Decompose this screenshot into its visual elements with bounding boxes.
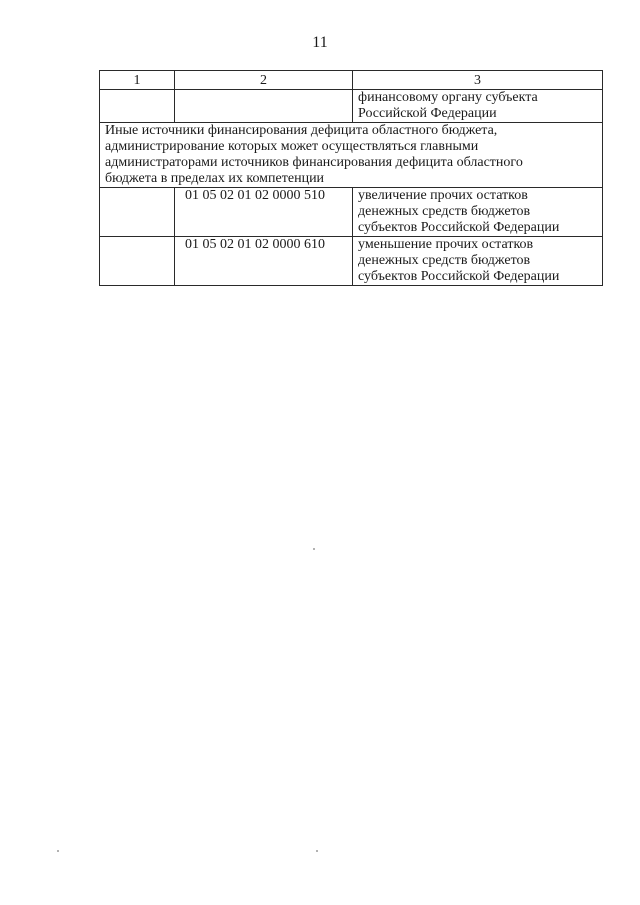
row-col-1 xyxy=(100,188,175,237)
source-code: 01 05 02 01 02 0000 510 xyxy=(175,188,353,237)
table-row xyxy=(100,237,603,286)
table-header-row xyxy=(100,71,603,90)
sources-table xyxy=(99,70,603,286)
continuation-line: Российской Федерации xyxy=(358,106,497,121)
header-col-3: 3 xyxy=(353,71,603,90)
source-description xyxy=(353,188,603,237)
section-heading-row xyxy=(100,123,603,188)
row-col-1 xyxy=(100,237,175,286)
scan-speck xyxy=(57,850,59,852)
section-heading xyxy=(100,123,603,188)
section-heading-line: администраторами источников финансирования дефицита областного xyxy=(105,155,523,170)
section-heading-line: Иные источники финансирования дефицита областного бюджета, xyxy=(105,123,498,138)
description-line: увеличение прочих остатков xyxy=(358,188,528,203)
description-line: субъектов Российской Федерации xyxy=(358,269,560,284)
header-col-1: 1 xyxy=(100,71,175,90)
continuation-row xyxy=(100,90,603,123)
section-heading-line: администрирование которых может осуществляться главными xyxy=(105,139,479,154)
scan-speck xyxy=(313,548,315,550)
scan-speck xyxy=(316,850,318,852)
continuation-col-1 xyxy=(100,90,175,123)
description-line: уменьшение прочих остатков xyxy=(358,237,534,252)
description-line: денежных средств бюджетов xyxy=(358,253,531,268)
header-col-2: 2 xyxy=(175,71,353,90)
page-number: 11 xyxy=(312,34,328,51)
continuation-col-3 xyxy=(353,90,603,123)
table-row xyxy=(100,188,603,237)
continuation-line: финансовому органу субъекта xyxy=(358,90,538,105)
description-line: субъектов Российской Федерации xyxy=(358,220,560,235)
source-code: 01 05 02 01 02 0000 610 xyxy=(175,237,353,286)
continuation-col-2 xyxy=(175,90,353,123)
source-description xyxy=(353,237,603,286)
section-heading-line: бюджета в пределах их компетенции xyxy=(105,171,325,186)
description-line: денежных средств бюджетов xyxy=(358,204,531,219)
